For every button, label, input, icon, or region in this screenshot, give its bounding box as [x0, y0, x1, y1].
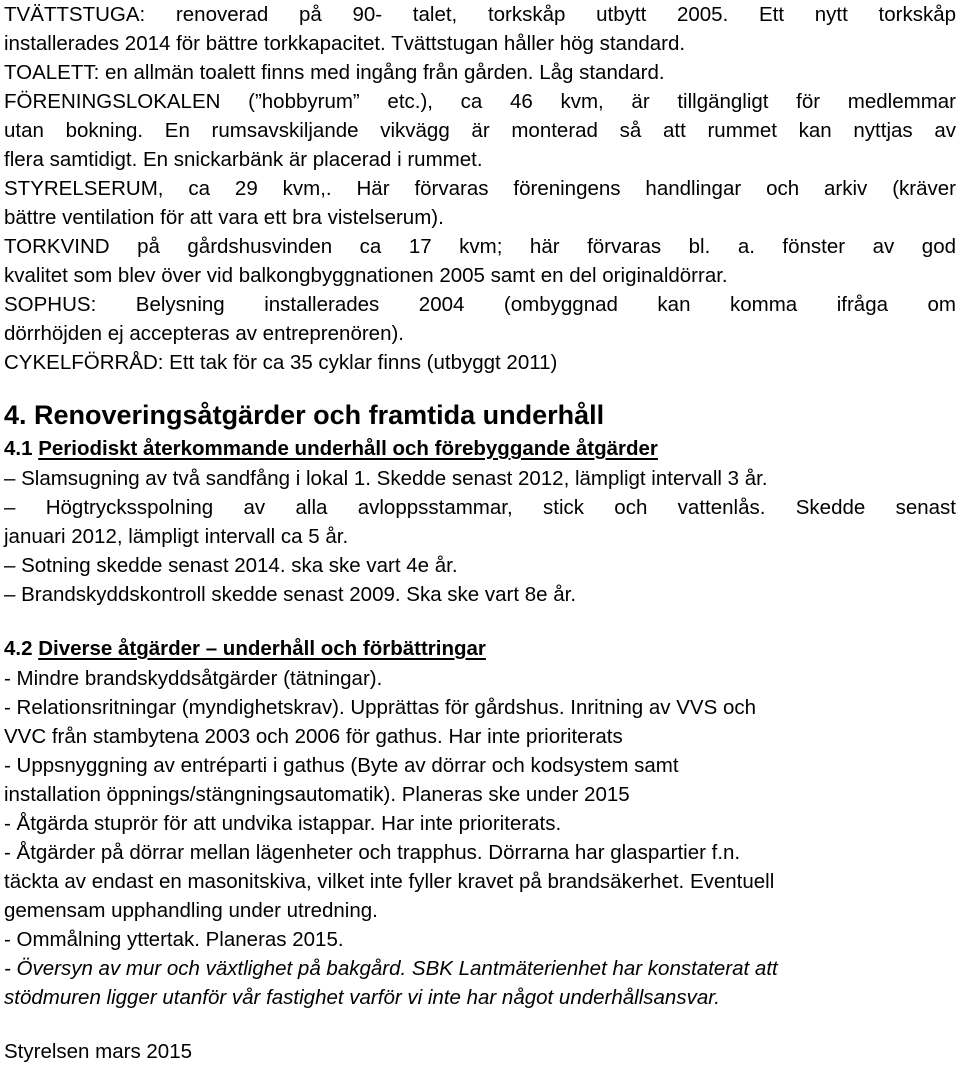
- list-item-continuation: gemensam upphandling under utredning.: [4, 899, 378, 922]
- subsection-heading-4-1: [4, 434, 956, 463]
- list-item: - Åtgärda stuprör för att undvika istappar. Har inte prioriterats.: [4, 812, 562, 835]
- list-item-continuation: januari 2012, lämpligt intervall ca 5 år.: [4, 525, 349, 548]
- list-item: - Relationsritningar (myndighetskrav). Upprättas för gårdshus. Inritning av VVS och: [4, 696, 757, 719]
- list-item: - Mindre brandskyddsåtgärder (tätningar).: [4, 667, 383, 690]
- subsection-heading-4-2: [4, 634, 956, 663]
- list-item: - Ommålning yttertak. Planeras 2015.: [4, 928, 344, 951]
- paragraph-line: kvalitet som blev över vid balkongbyggnationen 2005 samt en del originaldörrar.: [4, 264, 728, 287]
- list-item: - Åtgärder på dörrar mellan lägenheter och trapphus. Dörrarna har glaspartier f.n.: [4, 841, 741, 864]
- list-item-continuation: täckta av endast en masonitskiva, vilket inte fyller kravet på brandsäkerhet. Eventuell: [4, 870, 775, 893]
- paragraph-line: CYKELFÖRRÅD: Ett tak för ca 35 cyklar finns (utbyggt 2011): [4, 351, 558, 374]
- section-heading: 4. Renoveringsåtgärder och framtida underhåll: [4, 400, 605, 430]
- list-item: - Översyn av mur och växtlighet på bakgård. SBK Lantmäterienhet har konstaterat att: [4, 957, 778, 980]
- paragraph-line: utan bokning. En rumsavskiljande vikvägg är monterad så att rummet kan nyttjas av: [4, 119, 956, 142]
- list-item: - Uppsnyggning av entréparti i gathus (Byte av dörrar och kodsystem samt: [4, 754, 679, 777]
- subsection-number: 4.2: [4, 637, 33, 660]
- paragraph-line: TVÄTTSTUGA: renoverad på 90- talet, torkskåp utbytt 2005. Ett nytt torkskåp: [4, 3, 956, 26]
- list-item-continuation: stödmuren ligger utanför vår fastighet varför vi inte har något underhållsansvar.: [4, 986, 720, 1009]
- paragraph-line: SOPHUS: Belysning installerades 2004 (ombyggnad kan komma ifråga om: [4, 293, 956, 316]
- paragraph-line: STYRELSERUM, ca 29 kvm,. Här förvaras föreningens handlingar och arkiv (kräver: [4, 177, 956, 200]
- paragraph-line: dörrhöjden ej accepteras av entreprenören).: [4, 322, 404, 345]
- signature-line: Styrelsen mars 2015: [4, 1040, 193, 1063]
- paragraph-line: FÖRENINGSLOKALEN (”hobbyrum” etc.), ca 46 kvm, är tillgängligt för medlemmar: [4, 90, 956, 113]
- paragraph-line: TORKVIND på gårdshusvinden ca 17 kvm; här förvaras bl. a. fönster av god: [4, 235, 956, 258]
- paragraph-line: flera samtidigt. En snickarbänk är placerad i rummet.: [4, 148, 483, 171]
- subsection-title: Periodiskt återkommande underhåll och förebyggande åtgärder: [38, 437, 658, 460]
- paragraph-line: TOALETT: en allmän toalett finns med ingång från gården. Låg standard.: [4, 61, 665, 84]
- list-item-continuation: installation öppnings/stängningsautomatik). Planeras ske under 2015: [4, 783, 630, 806]
- list-item: – Högtrycksspolning av alla avloppsstammar, stick och vattenlås. Skedde senast: [4, 496, 956, 519]
- list-item: – Brandskyddskontroll skedde senast 2009. Ska ske vart 8e år.: [4, 583, 577, 606]
- list-item: – Sotning skedde senast 2014. ska ske vart 4e år.: [4, 554, 458, 577]
- paragraph-line: bättre ventilation för att vara ett bra vistelserum).: [4, 206, 444, 229]
- subsection-number: 4.1: [4, 437, 33, 460]
- paragraph-line: installerades 2014 för bättre torkkapacitet. Tvättstugan håller hög standard.: [4, 32, 686, 55]
- list-item-continuation: VVC från stambytena 2003 och 2006 för gathus. Har inte prioriterats: [4, 725, 623, 748]
- list-item: – Slamsugning av två sandfång i lokal 1. Skedde senast 2012, lämpligt intervall 3 år.: [4, 467, 768, 490]
- subsection-title: Diverse åtgärder – underhåll och förbättringar: [38, 637, 486, 660]
